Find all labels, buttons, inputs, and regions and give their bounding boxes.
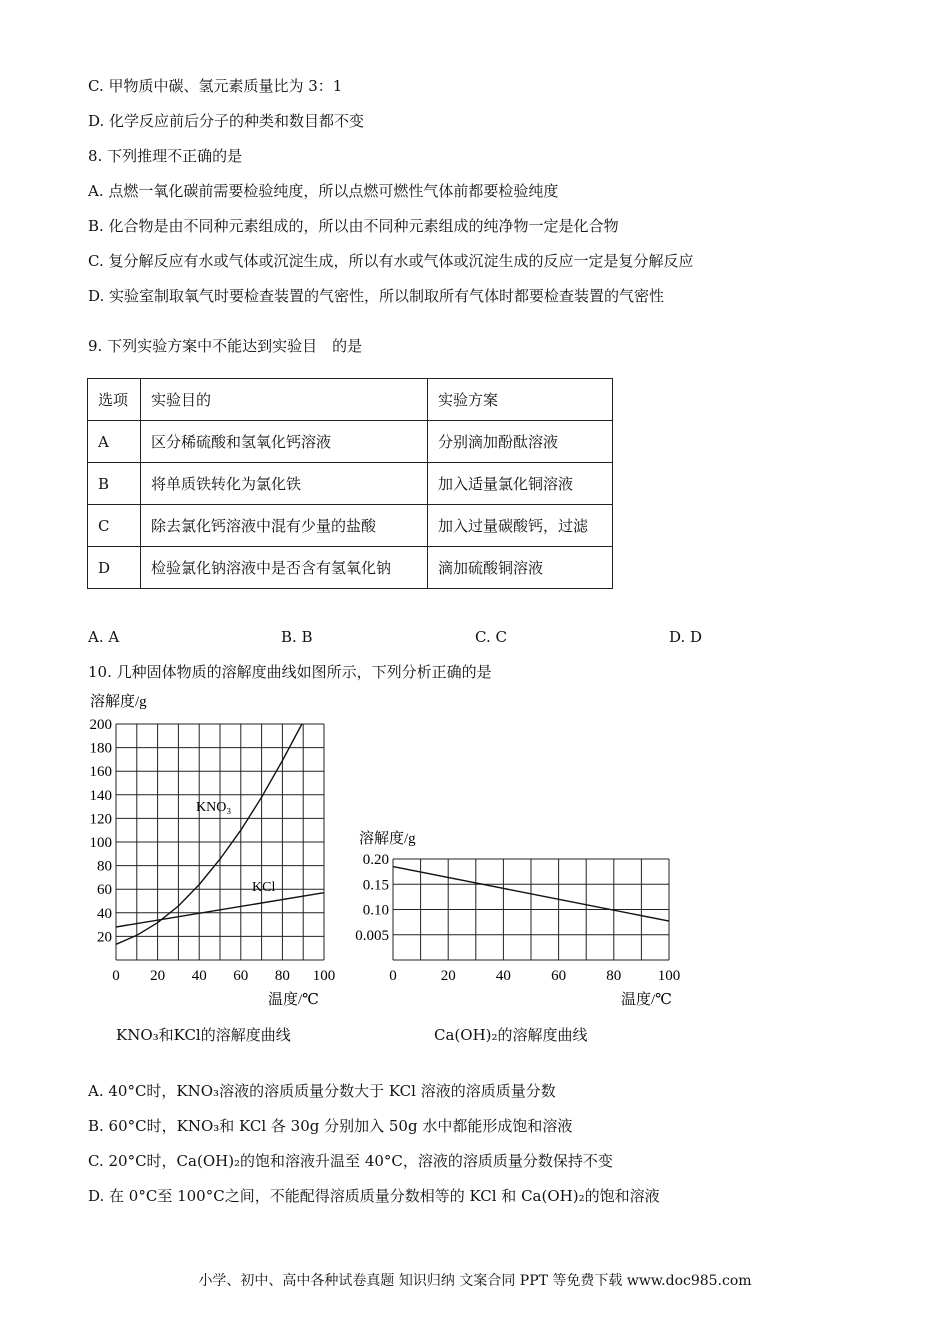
x-tick-label: 60 [551, 968, 567, 984]
y-tick-label: 200 [89, 717, 112, 733]
x-tick-label: 40 [191, 968, 207, 984]
x-axis-label: 温度/℃ [268, 992, 319, 1008]
y-tick-label: 160 [89, 764, 112, 781]
table-cell: B [88, 463, 141, 505]
q10-stem: 10. 几种固体物质的溶解度曲线如图所示，下列分析正确的是 [88, 663, 492, 681]
table-cell: 加入适量氯化铜溶液 [428, 463, 613, 505]
table-cell: C [88, 505, 141, 547]
y-axis-label: 溶解度/g [90, 694, 147, 710]
series-label-kcl: KCl [252, 880, 276, 895]
x-tick-label: 80 [274, 968, 290, 984]
page-footer: 小学、初中、高中各种试卷真题 知识归纳 文案合同 PPT 等免费下载 www.doc985.com [198, 1273, 752, 1289]
q9-choice-b: B. B [281, 628, 313, 646]
q8-option-c: C. 复分解反应有水或气体或沉淀生成，所以有水或气体或沉淀生成的反应一定是复分解反应 [88, 252, 694, 270]
q10-option-a: A. 40°C时，KNO₃溶液的溶质质量分数大于 KCl 溶液的溶质质量分数 [88, 1082, 556, 1100]
x-tick-label: 20 [440, 968, 456, 984]
series-label-kno3: KNO₃ [196, 800, 232, 815]
q9-table [87, 378, 613, 589]
q10-option-c: C. 20°C时，Ca(OH)₂的饱和溶液升温至 40°C，溶液的溶质质量分数保持不变 [88, 1152, 613, 1170]
x-tick-label: 60 [233, 968, 249, 984]
x-tick-label: 0 [112, 968, 120, 984]
table-row [88, 505, 613, 547]
y-axis-label: 溶解度/g [359, 831, 416, 847]
y-tick-label: 60 [97, 882, 112, 899]
table-header-cell: 实验方案 [428, 379, 613, 421]
y-tick-label: 180 [89, 740, 112, 757]
x-tick-label: 0 [389, 968, 397, 984]
table-cell: D [88, 547, 141, 589]
y-tick-label: 0.15 [362, 877, 389, 894]
q9-choice-d: D. D [669, 628, 703, 646]
x-tick-label: 40 [495, 968, 511, 984]
table-header-cell: 选项 [88, 379, 141, 421]
y-tick-label: 140 [89, 787, 112, 804]
q9-choice-c: C. C [475, 628, 507, 646]
x-tick-label: 80 [606, 968, 622, 984]
y-tick-label: 40 [97, 905, 112, 922]
q8-option-b: B. 化合物是由不同种元素组成的，所以由不同种元素组成的纯净物一定是化合物 [88, 217, 619, 235]
caoh2-solubility-chart [345, 825, 690, 1020]
q10-option-d: D. 在 0°C至 100°C之间，不能配得溶质质量分数相等的 KCl 和 Ca(OH)₂的饱和溶液 [88, 1187, 660, 1205]
q8-option-d: D. 实验室制取氧气时要检查装置的气密性，所以制取所有气体时都要检查装置的气密性 [88, 287, 665, 305]
chart2-caption: Ca(OH)₂的溶解度曲线 [434, 1026, 588, 1044]
table-cell: 区分稀硫酸和氢氧化钙溶液 [141, 421, 428, 463]
y-tick-label: 120 [89, 811, 112, 828]
y-tick-label: 100 [89, 835, 112, 851]
q7-option-c: C. 甲物质中碳、氢元素质量比为 3：1 [88, 77, 343, 95]
x-tick-label: 100 [657, 968, 681, 984]
y-tick-label: 0.20 [362, 852, 389, 868]
q10-option-b: B. 60°C时，KNO₃和 KCl 各 30g 分别加入 50g 水中都能形成饱和溶液 [88, 1117, 573, 1135]
table-cell: 分别滴加酚酞溶液 [428, 421, 613, 463]
y-tick-label: 0.10 [362, 902, 389, 919]
table-row [88, 463, 613, 505]
y-tick-label: 20 [97, 929, 112, 946]
table-row [88, 547, 613, 589]
x-tick-label: 100 [312, 968, 336, 984]
table-cell: 加入过量碳酸钙，过滤 [428, 505, 613, 547]
y-tick-label: 0.005 [355, 927, 389, 944]
table-cell: 将单质铁转化为氯化铁 [141, 463, 428, 505]
chart1-caption: KNO₃和KCl的溶解度曲线 [116, 1026, 291, 1044]
q7-option-d: D. 化学反应前后分子的种类和数目都不变 [88, 112, 365, 130]
kno3-kcl-solubility-chart [80, 688, 350, 1018]
table-header-row [88, 379, 613, 421]
table-cell: 滴加硫酸铜溶液 [428, 547, 613, 589]
y-tick-label: 80 [97, 858, 112, 875]
x-tick-label: 20 [150, 968, 166, 984]
q9-stem: 9. 下列实验方案中不能达到实验目 的是 [88, 337, 363, 355]
table-cell: A [88, 421, 141, 463]
q9-choice-a: A. A [88, 628, 120, 646]
table-cell: 检验氯化钠溶液中是否含有氢氧化钠 [141, 547, 428, 589]
table-row [88, 421, 613, 463]
table-header-cell: 实验目的 [141, 379, 428, 421]
table-cell: 除去氯化钙溶液中混有少量的盐酸 [141, 505, 428, 547]
x-axis-label: 温度/℃ [621, 992, 672, 1008]
q8-option-a: A. 点燃一氧化碳前需要检验纯度，所以点燃可燃性气体前都要检验纯度 [88, 182, 559, 200]
q8-stem: 8. 下列推理不正确的是 [88, 147, 243, 165]
